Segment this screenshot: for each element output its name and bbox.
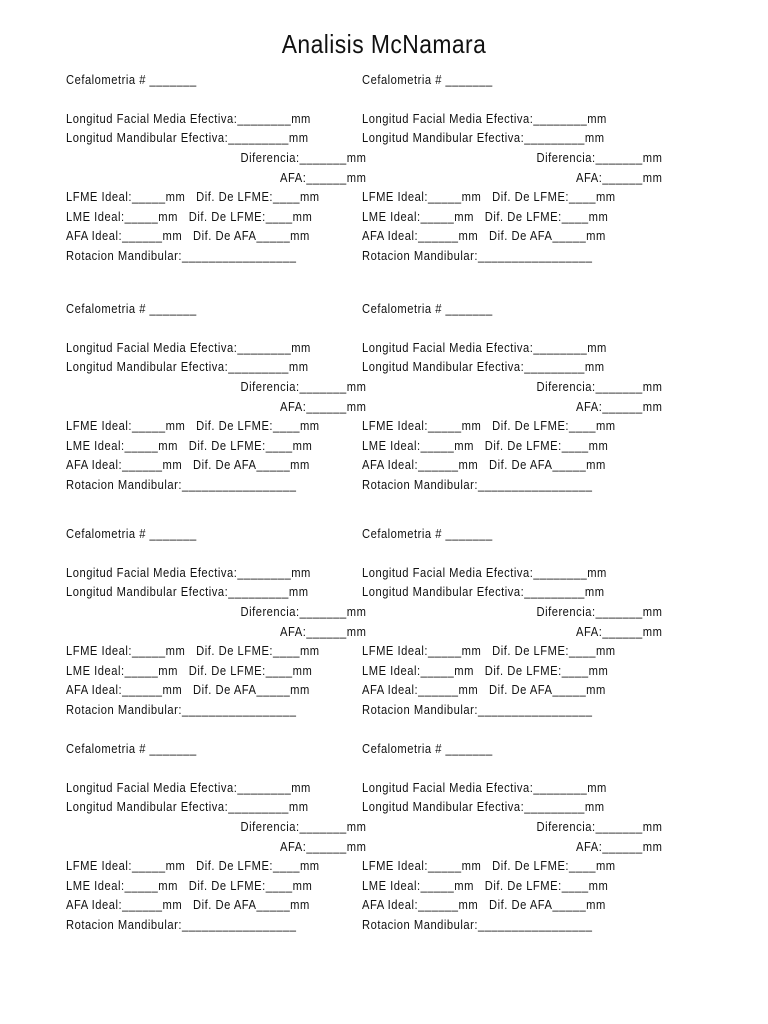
rotacion-mandibular-field: Rotacion Mandibular:_________________ [66, 917, 297, 932]
afa-field: AFA:______mm [575, 170, 662, 185]
cefalometria-form-5 [66, 526, 366, 736]
cefalometria-number-field: Cefalometria # _______ [362, 72, 493, 87]
afa-field: AFA:______mm [279, 399, 366, 414]
lme-field: Longitud Mandibular Efectiva:_________mm [66, 584, 309, 599]
cefalometria-number-field: Cefalometria # _______ [362, 741, 493, 756]
afa-field: AFA:______mm [575, 624, 662, 639]
afa-field: AFA:______mm [279, 170, 366, 185]
afa-ideal-field: AFA Ideal:______mm Dif. De AFA_____mm [362, 228, 606, 243]
lme-ideal-field: LME Ideal:_____mm Dif. De LFME:____mm [362, 663, 609, 678]
lfme-field: Longitud Facial Media Efectiva:________mm [66, 111, 311, 126]
afa-ideal-field: AFA Ideal:______mm Dif. De AFA_____mm [362, 897, 606, 912]
rotacion-mandibular-field: Rotacion Mandibular:_________________ [362, 702, 593, 717]
lfme-ideal-field: LFME Ideal:_____mm Dif. De LFME:____mm [66, 189, 320, 204]
rotacion-mandibular-field: Rotacion Mandibular:_________________ [362, 917, 593, 932]
page-title: Analisis McNamara [281, 29, 487, 59]
cefalometria-form-3 [66, 301, 366, 511]
lme-ideal-field: LME Ideal:_____mm Dif. De LFME:____mm [362, 878, 609, 893]
lme-ideal-field: LME Ideal:_____mm Dif. De LFME:____mm [66, 878, 313, 893]
lme-ideal-field: LME Ideal:_____mm Dif. De LFME:____mm [362, 209, 609, 224]
afa-ideal-field: AFA Ideal:______mm Dif. De AFA_____mm [362, 457, 606, 472]
lme-field: Longitud Mandibular Efectiva:_________mm [362, 359, 605, 374]
cefalometria-row-3 [0, 526, 768, 736]
lme-field: Longitud Mandibular Efectiva:_________mm [66, 799, 309, 814]
diferencia-field: Diferencia:_______mm [536, 150, 662, 165]
lfme-ideal-field: LFME Ideal:_____mm Dif. De LFME:____mm [362, 418, 616, 433]
lme-ideal-field: LME Ideal:_____mm Dif. De LFME:____mm [362, 438, 609, 453]
afa-ideal-field: AFA Ideal:______mm Dif. De AFA_____mm [66, 457, 310, 472]
lfme-ideal-field: LFME Ideal:_____mm Dif. De LFME:____mm [66, 858, 320, 873]
cefalometria-number-field: Cefalometria # _______ [66, 301, 197, 316]
lfme-ideal-field: LFME Ideal:_____mm Dif. De LFME:____mm [362, 858, 616, 873]
rotacion-mandibular-field: Rotacion Mandibular:_________________ [66, 702, 297, 717]
rotacion-mandibular-field: Rotacion Mandibular:_________________ [66, 477, 297, 492]
cefalometria-form-1 [66, 72, 366, 282]
cefalometria-form-6 [362, 526, 662, 736]
afa-ideal-field: AFA Ideal:______mm Dif. De AFA_____mm [362, 682, 606, 697]
diferencia-field: Diferencia:_______mm [240, 819, 366, 834]
afa-field: AFA:______mm [279, 624, 366, 639]
lme-ideal-field: LME Ideal:_____mm Dif. De LFME:____mm [66, 209, 313, 224]
lfme-field: Longitud Facial Media Efectiva:________mm [362, 111, 607, 126]
lfme-field: Longitud Facial Media Efectiva:________mm [66, 340, 311, 355]
lme-ideal-field: LME Ideal:_____mm Dif. De LFME:____mm [66, 663, 313, 678]
lfme-field: Longitud Facial Media Efectiva:________mm [362, 565, 607, 580]
diferencia-field: Diferencia:_______mm [536, 379, 662, 394]
diferencia-field: Diferencia:_______mm [536, 604, 662, 619]
afa-ideal-field: AFA Ideal:______mm Dif. De AFA_____mm [66, 897, 310, 912]
cefalometria-number-field: Cefalometria # _______ [362, 301, 493, 316]
cefalometria-number-field: Cefalometria # _______ [362, 526, 493, 541]
lme-field: Longitud Mandibular Efectiva:_________mm [362, 130, 605, 145]
afa-ideal-field: AFA Ideal:______mm Dif. De AFA_____mm [66, 228, 310, 243]
diferencia-field: Diferencia:_______mm [240, 150, 366, 165]
cefalometria-row-4 [0, 741, 768, 951]
afa-field: AFA:______mm [575, 399, 662, 414]
cefalometria-form-7 [66, 741, 366, 951]
diferencia-field: Diferencia:_______mm [240, 379, 366, 394]
lfme-field: Longitud Facial Media Efectiva:________mm [362, 780, 607, 795]
cefalometria-row-1 [0, 72, 768, 282]
lfme-ideal-field: LFME Ideal:_____mm Dif. De LFME:____mm [66, 418, 320, 433]
diferencia-field: Diferencia:_______mm [240, 604, 366, 619]
lfme-ideal-field: LFME Ideal:_____mm Dif. De LFME:____mm [66, 643, 320, 658]
lme-field: Longitud Mandibular Efectiva:_________mm [66, 359, 309, 374]
rotacion-mandibular-field: Rotacion Mandibular:_________________ [66, 248, 297, 263]
lme-field: Longitud Mandibular Efectiva:_________mm [66, 130, 309, 145]
afa-field: AFA:______mm [279, 839, 366, 854]
rotacion-mandibular-field: Rotacion Mandibular:_________________ [362, 477, 593, 492]
lfme-ideal-field: LFME Ideal:_____mm Dif. De LFME:____mm [362, 643, 616, 658]
lfme-ideal-field: LFME Ideal:_____mm Dif. De LFME:____mm [362, 189, 616, 204]
lfme-field: Longitud Facial Media Efectiva:________mm [362, 340, 607, 355]
afa-ideal-field: AFA Ideal:______mm Dif. De AFA_____mm [66, 682, 310, 697]
afa-field: AFA:______mm [575, 839, 662, 854]
cefalometria-form-2 [362, 72, 662, 282]
lfme-field: Longitud Facial Media Efectiva:________mm [66, 780, 311, 795]
lme-field: Longitud Mandibular Efectiva:_________mm [362, 584, 605, 599]
lme-field: Longitud Mandibular Efectiva:_________mm [362, 799, 605, 814]
lfme-field: Longitud Facial Media Efectiva:________mm [66, 565, 311, 580]
cefalometria-row-2 [0, 301, 768, 511]
cefalometria-number-field: Cefalometria # _______ [66, 526, 197, 541]
rotacion-mandibular-field: Rotacion Mandibular:_________________ [362, 248, 593, 263]
lme-ideal-field: LME Ideal:_____mm Dif. De LFME:____mm [66, 438, 313, 453]
cefalometria-form-4 [362, 301, 662, 511]
cefalometria-number-field: Cefalometria # _______ [66, 72, 197, 87]
cefalometria-number-field: Cefalometria # _______ [66, 741, 197, 756]
diferencia-field: Diferencia:_______mm [536, 819, 662, 834]
cefalometria-form-8 [362, 741, 662, 951]
